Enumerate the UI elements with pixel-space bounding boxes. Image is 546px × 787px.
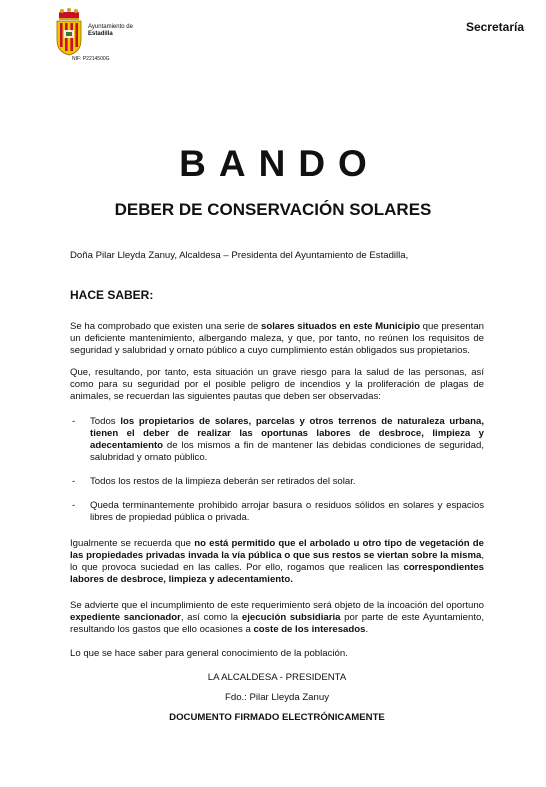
p4-text-g: .: [365, 624, 369, 635]
ayuntamiento-name: [88, 24, 133, 38]
signature-role: LA ALCALDESA - PRESIDENTA: [207, 672, 347, 683]
p4-text-bold-2: ejecución subsidiaria: [241, 612, 341, 623]
signature-name: Fdo.: Pilar Lleyda Zanuy: [225, 692, 329, 703]
list-dash: -: [72, 416, 76, 427]
intro-paragraph: Doña Pilar Lleyda Zanuy, Alcaldesa – Presidenta del Ayuntamiento de Estadilla,: [70, 250, 409, 261]
pautas-list: [70, 416, 484, 524]
department-label: Secretaría: [465, 20, 524, 34]
paragraph-sancion: [70, 600, 484, 636]
hace-saber-heading: HACE SABER:: [70, 288, 154, 302]
paragraph-vegetacion: [70, 538, 484, 586]
signature-note: DOCUMENTO FIRMADO ELECTRÓNICAMENTE: [169, 712, 385, 723]
item1-text-a: Todos: [90, 416, 121, 427]
municipal-coat-of-arms-icon: [54, 8, 84, 56]
item3-text: Queda terminantemente prohibido arrojar basura o residuos sólidos en solares y espacios libres de propiedad pública o privada.: [90, 500, 484, 523]
p4-text-e: por parte de este Ayuntamiento, resultando los gastos que ello ocasiones a: [70, 612, 485, 635]
item1-text-c: de los mismos a fin de mantener las debidas condiciones de seguridad, salubridad y ornato público.: [90, 440, 484, 463]
list-item: [70, 500, 484, 524]
ayuntamiento-line-1: Ayuntamiento de: [88, 24, 133, 30]
ayuntamiento-line-2: Estadilla: [88, 31, 113, 37]
p1-text-c: que presentan un deficiente mantenimiento, albergando maleza, y que, por tanto, no reúnen los requisitos de seguridad y salubridad y ornato público a cuyo cumplimiento están obligados sus propietarios.: [70, 321, 484, 356]
p1-text-a: Se ha comprobado que existen una serie de: [70, 321, 262, 332]
document-header: [0, 0, 546, 75]
p4-text-bold-1: expediente sancionador: [70, 612, 181, 623]
document-subtitle: DEBER DE CONSERVACIÓN SOLARES: [114, 200, 432, 219]
p3-text-bold-2: correspondientes labores de desbroce, limpieza y adecentamiento.: [70, 562, 484, 585]
p1-text-bold: solares situados en este Municipio: [261, 321, 420, 332]
nif-number: NIF: P2214500G: [72, 56, 110, 62]
list-dash: -: [72, 476, 76, 487]
item1-text-bold: los propietarios de solares, parcelas y otros terrenos de naturaleza urbana, tienen el deber de realizar las oportunas labores de desbroce, limpieza y adecentamiento: [90, 416, 485, 451]
p4-text-bold-3: coste de los interesados: [253, 624, 366, 635]
item2-text: Todos los restos de la limpieza deberán ser retirados del solar.: [90, 476, 356, 487]
p3-text-c: , lo que provoca suciedad en las calles. Por ello, rogamos que realicen las: [70, 550, 484, 573]
p4-text-a: Se advierte que el incumplimiento de este requerimiento será objeto de la incoación del oportuno: [70, 600, 484, 611]
list-dash: -: [72, 500, 76, 511]
list-item: [70, 416, 484, 464]
paragraph-solares: [70, 321, 484, 357]
p3-text-bold-1: no está permitido que el arbolado u otro tipo de vegetación de las propiedades privadas invada la vía pública o que sus restos se viertan sobre la misma: [70, 538, 484, 561]
paragraph-riesgo: Que, resultando, por tanto, esta situación un grave riesgo para la salud de las personas, así como para su seguridad por el posible peligro de incendios y la proliferación de plagas de animales, se recuerdan las siguientes pautas que deben ser observadas:: [70, 367, 484, 402]
document-title: BANDO: [179, 143, 380, 184]
p3-text-a: Igualmente se recuerda que: [70, 538, 195, 549]
p4-text-c: , así como la: [180, 612, 242, 623]
closing-paragraph: Lo que se hace saber para general conocimiento de la población.: [70, 648, 348, 659]
list-item: [70, 476, 484, 488]
